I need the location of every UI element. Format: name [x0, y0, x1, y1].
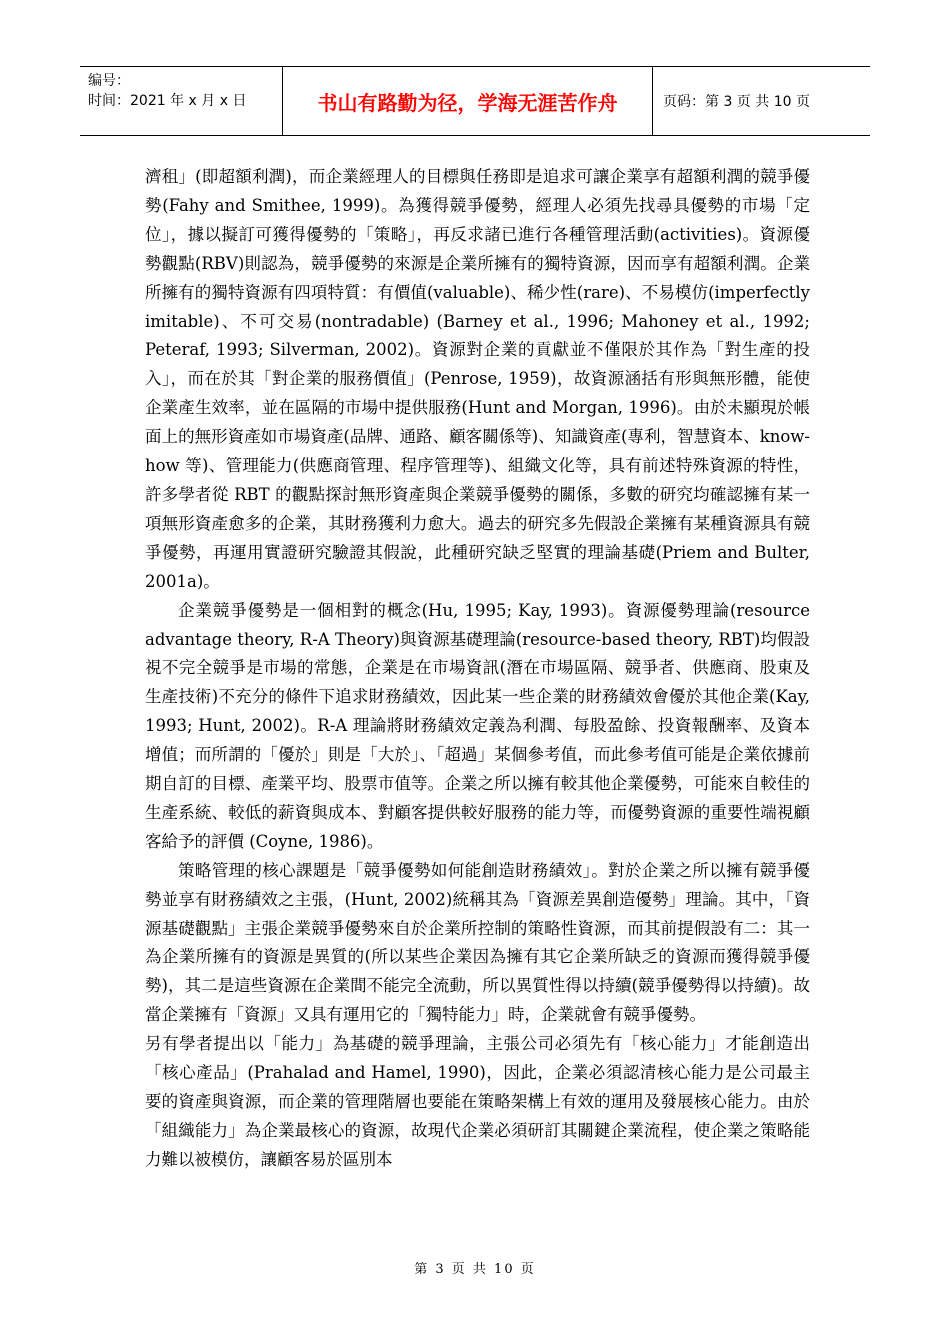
- paragraph-3: 策略管理的核心課題是「競爭優勢如何能創造財務績效」。對於企業之所以擁有競爭優勢並享有財務績效之主張，(Hunt, 2002)統稱其為「資源差異創造優勢」理論。其中，「資源基礎觀點」主張企業競爭優勢來自於企業所控制的策略性資源，而其前提假設有二：其一為企業所擁有的資源是異質的(所以某些企業因為擁有其它企業所缺乏的資源而獲得競爭優勢)，其二是這些資源在企業間不能完全流動，所以異質性得以持續(競爭優勢得以持續)。故當企業擁有「資源」又具有運用它的「獨特能力」時，企業就會有競爭優勢。: [145, 860, 810, 1025]
- paragraph-1: 濟租」(即超額利潤)，而企業經理人的目標與任務即是追求可讓企業享有超額利潤的競爭優勢(Fahy and Smithee, 1999)。為獲得競爭優勢，經理人必須先找尋具優勢的市場「定位」，據以擬訂可獲得優勢的「策略」，再反求諸已進行各種管理活動(activities)。資源優勢觀點(RBV)則認為，競爭優勢的來源是企業所擁有的獨特資源，因而享有超額利潤。企業所擁有的獨特資源有四項特質：有價值(valuable)、稀少性(rare)、不易模仿(imperfectly imitable)、不可交易(nontradable) (Barney et al., 1996; Mahoney et al., 1992; Peteraf, 1993; Silverman, 2002)。資源對企業的貢獻並不僅限於其作為「對生產的投入」，而在於其「對企業的服務價值」(Penrose, 1959)，故資源涵括有形與無形體，能使企業產生效率，並在區隔的市場中提供服務(Hunt and Morgan, 1996)。由於未顯現於帳面上的無形資產如市場資產(品牌、通路、顧客關係等)、知識資產(專利，智慧資本、know-how 等)、管理能力(供應商管理、程序管理等)、組織文化等，具有前述特殊資源的特性，許多學者從 RBT 的觀點探討無形資產與企業競爭優勢的關係，多數的研究均確認擁有某一項無形資產愈多的企業，其財務獲利力愈大。過去的研究多先假設企業擁有某種資源具有競爭優勢，再運用實證研究驗證其假說，此種研究缺乏堅實的理論基礎(Priem and Bulter, 2001a)。: [145, 167, 810, 591]
- header-page-label: 页码：第 3 页 共 10 页: [663, 94, 810, 110]
- paragraph-4: 另有學者提出以「能力」為基礎的競爭理論，主張公司必須先有「核心能力」才能創造出「核心產品」(Prahalad and Hamel, 1990)，因此，企業必須認清核心能力是公司最主要的資產與資源，而企業的管理階層也要能在策略架構上有效的運用及發展核心能力。由於「組織能力」為企業最核心的資源，故現代企業必須研訂其關鍵企業流程，使企業之策略能力難以被模仿，讓顧客易於區別本: [145, 1034, 810, 1169]
- header-number-label: 编号：: [88, 73, 130, 89]
- document-body: [145, 163, 810, 1175]
- header-meta: [80, 67, 283, 135]
- page-header: [80, 66, 870, 136]
- paragraph-2: 企業競爭優勢是一個相對的概念(Hu, 1995; Kay, 1993)。資源優勢理論(resource advantage theory, R-A Theory)與資源基礎理論(resource-based theory, RBT)均假設視不完全競爭是市場的常態，企業是在市場資訊(潛在市場區隔、競爭者、供應商、股東及生產技術)不充分的條件下追求財務績效，因此某一些企業的財務績效會優於其他企業(Kay, 1993; Hunt, 2002)。R-A 理論將財務績效定義為利潤、每股盈餘、投資報酬率、及資本增值；而所謂的「優於」則是「大於」、「超過」某個參考值，而此參考值可能是企業依據前期自訂的目標、產業平均、股票市值等。企業之所以擁有較其他企業優勢，可能來自較佳的生產系統、較低的薪資與成本、對顧客提供較好服務的能力等，而優勢資源的重要性端視顧客給予的評價 (Coyne, 1986)。: [145, 600, 810, 851]
- header-date-label: 时间：2021 年 x 月 x 日: [88, 93, 247, 109]
- page-footer: 第 3 页 共 10 页: [414, 1262, 536, 1277]
- header-motto: 书山有路勤为径，学海无涯苦作舟: [283, 67, 653, 135]
